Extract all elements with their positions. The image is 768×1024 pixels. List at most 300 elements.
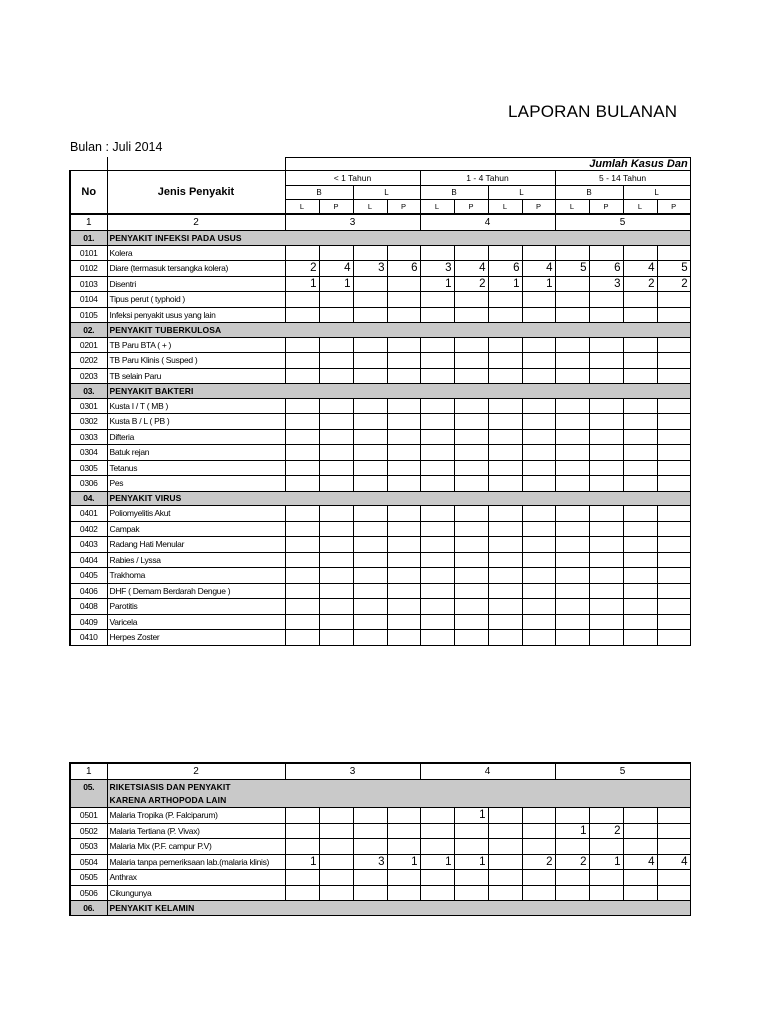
case-count <box>589 808 623 824</box>
disease-code: 0203 <box>70 368 107 384</box>
case-count <box>387 368 420 384</box>
case-count <box>522 599 555 615</box>
case-count <box>353 337 387 353</box>
category-code: 05. <box>70 780 107 794</box>
case-count <box>522 476 555 492</box>
case-count <box>387 398 420 414</box>
disease-code: 0401 <box>70 506 107 522</box>
case-count <box>387 460 420 476</box>
case-count <box>623 808 657 824</box>
case-count <box>319 414 353 430</box>
case-count <box>454 614 488 630</box>
case-count <box>387 292 420 308</box>
case-count <box>589 307 623 323</box>
disease-code: 0409 <box>70 614 107 630</box>
case-count <box>522 823 555 839</box>
case-count: 3 <box>420 261 454 277</box>
case-count <box>488 568 522 584</box>
case-count <box>623 307 657 323</box>
case-count <box>454 537 488 553</box>
category-row <box>70 901 690 916</box>
disease-name: Infeksi penyakit usus yang lain <box>107 307 285 323</box>
case-count: 2 <box>589 823 623 839</box>
case-count: 2 <box>623 276 657 292</box>
case-count <box>319 353 353 369</box>
case-count <box>488 583 522 599</box>
case-count <box>589 445 623 461</box>
case-count <box>454 307 488 323</box>
case-count <box>657 599 690 615</box>
case-count <box>285 460 319 476</box>
disease-name: Kusta B / L ( PB ) <box>107 414 285 430</box>
disease-code: 0408 <box>70 599 107 615</box>
header-l: L <box>353 186 420 200</box>
table-row <box>70 460 690 476</box>
report-period: Bulan : Juli 2014 <box>70 140 163 154</box>
disease-name: TB selain Paru <box>107 368 285 384</box>
case-count <box>657 337 690 353</box>
case-count <box>285 870 319 886</box>
case-count <box>555 276 589 292</box>
case-count <box>657 568 690 584</box>
case-count: 4 <box>454 261 488 277</box>
case-count <box>522 583 555 599</box>
case-count <box>623 292 657 308</box>
case-count <box>353 614 387 630</box>
header-p-short: P <box>319 200 353 215</box>
case-count <box>285 568 319 584</box>
disease-name: Rabies / Lyssa <box>107 552 285 568</box>
case-count <box>387 245 420 261</box>
case-count <box>387 870 420 886</box>
case-count <box>555 460 589 476</box>
case-count <box>454 630 488 646</box>
case-count: 2 <box>555 854 589 870</box>
case-count <box>319 583 353 599</box>
case-count <box>285 614 319 630</box>
disease-name: Tipus perut ( typhoid ) <box>107 292 285 308</box>
header-b: B <box>555 186 623 200</box>
case-count <box>555 537 589 553</box>
header-l-short: L <box>555 200 589 215</box>
case-count <box>522 521 555 537</box>
case-count: 4 <box>623 261 657 277</box>
case-count <box>420 630 454 646</box>
case-count <box>285 808 319 824</box>
disease-name: Radang Hati Menular <box>107 537 285 553</box>
category-name: PENYAKIT VIRUS <box>107 491 690 506</box>
case-count <box>319 521 353 537</box>
case-count: 3 <box>589 276 623 292</box>
disease-name: Malaria Mix (P.F. campur P.V) <box>107 839 285 855</box>
col-number: 5 <box>555 214 690 231</box>
disease-name: Pes <box>107 476 285 492</box>
case-count <box>623 353 657 369</box>
case-count <box>285 245 319 261</box>
case-count <box>589 353 623 369</box>
disease-code: 0404 <box>70 552 107 568</box>
case-count <box>319 552 353 568</box>
case-count <box>420 521 454 537</box>
case-count <box>319 854 353 870</box>
case-count <box>522 245 555 261</box>
case-count: 1 <box>319 276 353 292</box>
header-p-short: P <box>387 200 420 215</box>
category-row <box>70 384 690 399</box>
case-count <box>285 599 319 615</box>
case-count <box>488 307 522 323</box>
case-count <box>319 429 353 445</box>
header-no: No <box>70 171 107 215</box>
case-count <box>522 568 555 584</box>
disease-name: Cikungunya <box>107 885 285 901</box>
disease-code: 0506 <box>70 885 107 901</box>
table-row <box>70 476 690 492</box>
disease-code: 0504 <box>70 854 107 870</box>
case-count <box>657 292 690 308</box>
case-count <box>522 414 555 430</box>
case-count <box>488 870 522 886</box>
case-count: 6 <box>488 261 522 277</box>
case-count <box>285 368 319 384</box>
table-row <box>70 445 690 461</box>
case-count <box>285 823 319 839</box>
case-count <box>555 445 589 461</box>
case-count: 2 <box>454 276 488 292</box>
case-count <box>319 476 353 492</box>
case-count <box>555 292 589 308</box>
case-count <box>522 445 555 461</box>
case-count <box>454 839 488 855</box>
disease-table-2 <box>69 762 691 916</box>
case-count <box>353 885 387 901</box>
case-count <box>589 460 623 476</box>
case-count <box>488 368 522 384</box>
case-count <box>420 368 454 384</box>
case-count <box>353 307 387 323</box>
disease-code: 0302 <box>70 414 107 430</box>
disease-name: Parotitis <box>107 599 285 615</box>
case-count <box>555 414 589 430</box>
case-count <box>454 506 488 522</box>
case-count: 4 <box>657 854 690 870</box>
case-count <box>454 245 488 261</box>
disease-code: 0304 <box>70 445 107 461</box>
case-count <box>387 445 420 461</box>
case-count <box>522 614 555 630</box>
case-count <box>353 630 387 646</box>
case-count: 6 <box>589 261 623 277</box>
case-count <box>589 368 623 384</box>
case-count <box>657 368 690 384</box>
case-count <box>420 414 454 430</box>
case-count <box>522 307 555 323</box>
case-count <box>420 583 454 599</box>
case-count <box>353 870 387 886</box>
case-count <box>589 337 623 353</box>
case-count <box>353 823 387 839</box>
header-age-group: 1 - 4 Tahun <box>420 171 555 186</box>
case-count <box>420 870 454 886</box>
table-row <box>70 414 690 430</box>
case-count <box>454 445 488 461</box>
case-count <box>319 307 353 323</box>
case-count <box>657 839 690 855</box>
case-count <box>353 537 387 553</box>
table-row <box>70 854 690 870</box>
case-count <box>623 870 657 886</box>
disease-name: Herpes Zoster <box>107 630 285 646</box>
case-count <box>555 630 589 646</box>
case-count <box>555 398 589 414</box>
header-b: B <box>285 186 353 200</box>
case-count <box>387 614 420 630</box>
disease-name: Malaria Tropika (P. Falciparum) <box>107 808 285 824</box>
disease-code: 0505 <box>70 870 107 886</box>
disease-code: 0303 <box>70 429 107 445</box>
case-count <box>454 552 488 568</box>
case-count <box>420 245 454 261</box>
case-count <box>555 368 589 384</box>
case-count <box>623 460 657 476</box>
case-count <box>319 808 353 824</box>
case-count <box>488 808 522 824</box>
case-count <box>353 568 387 584</box>
case-count <box>555 808 589 824</box>
case-count <box>353 429 387 445</box>
case-count: 6 <box>387 261 420 277</box>
col-number: 2 <box>107 214 285 231</box>
case-count <box>387 808 420 824</box>
table-row <box>70 276 690 292</box>
case-count: 1 <box>454 808 488 824</box>
disease-code: 0104 <box>70 292 107 308</box>
case-count <box>623 583 657 599</box>
disease-code: 0410 <box>70 630 107 646</box>
table-row <box>70 398 690 414</box>
case-count <box>420 823 454 839</box>
case-count <box>657 552 690 568</box>
case-count: 1 <box>454 854 488 870</box>
case-count <box>454 368 488 384</box>
case-count <box>589 537 623 553</box>
table-row <box>70 552 690 568</box>
case-count <box>319 292 353 308</box>
col-number: 1 <box>70 214 107 231</box>
header-l: L <box>623 186 690 200</box>
header-l-short: L <box>285 200 319 215</box>
case-count <box>285 521 319 537</box>
header-age-group: 5 - 14 Tahun <box>555 171 690 186</box>
case-count <box>522 808 555 824</box>
case-count <box>555 599 589 615</box>
case-count <box>454 460 488 476</box>
case-count <box>589 245 623 261</box>
case-count <box>657 506 690 522</box>
table-row <box>70 614 690 630</box>
case-count <box>387 630 420 646</box>
case-count <box>657 808 690 824</box>
disease-code: 0503 <box>70 839 107 855</box>
case-count <box>420 292 454 308</box>
case-count <box>319 460 353 476</box>
case-count <box>454 337 488 353</box>
case-count <box>657 870 690 886</box>
case-count <box>285 537 319 553</box>
category-row <box>70 231 690 246</box>
header-p-short: P <box>657 200 690 215</box>
case-count <box>522 337 555 353</box>
case-count <box>353 353 387 369</box>
case-count <box>319 368 353 384</box>
table-row <box>70 506 690 522</box>
case-count <box>522 429 555 445</box>
case-count <box>555 885 589 901</box>
table-row <box>70 521 690 537</box>
disease-code: 0103 <box>70 276 107 292</box>
case-count <box>522 368 555 384</box>
disease-name: Trakhoma <box>107 568 285 584</box>
case-count <box>488 398 522 414</box>
case-count <box>657 614 690 630</box>
case-count <box>353 368 387 384</box>
case-count <box>522 839 555 855</box>
case-count <box>555 506 589 522</box>
case-count <box>589 630 623 646</box>
case-count <box>454 885 488 901</box>
header-l-short: L <box>353 200 387 215</box>
case-count <box>387 476 420 492</box>
case-count <box>589 839 623 855</box>
case-count <box>488 337 522 353</box>
category-row <box>70 323 690 338</box>
case-count <box>657 630 690 646</box>
case-count <box>319 885 353 901</box>
category-name: PENYAKIT TUBERKULOSA <box>107 323 690 338</box>
case-count <box>623 245 657 261</box>
case-count <box>623 614 657 630</box>
table-row <box>70 823 690 839</box>
case-count <box>623 630 657 646</box>
case-count <box>454 583 488 599</box>
case-count <box>387 885 420 901</box>
case-count <box>420 552 454 568</box>
case-count <box>657 398 690 414</box>
case-count <box>420 307 454 323</box>
case-count <box>420 353 454 369</box>
case-count <box>623 398 657 414</box>
header-p-short: P <box>522 200 555 215</box>
case-count <box>555 552 589 568</box>
case-count <box>657 460 690 476</box>
case-count <box>589 885 623 901</box>
report-title: LAPORAN BULANAN <box>508 102 678 121</box>
case-count <box>657 823 690 839</box>
case-count <box>285 583 319 599</box>
case-count <box>589 599 623 615</box>
case-count <box>285 307 319 323</box>
case-count <box>589 476 623 492</box>
case-count <box>387 552 420 568</box>
case-count <box>353 292 387 308</box>
case-count <box>319 614 353 630</box>
case-count <box>420 808 454 824</box>
case-count <box>589 506 623 522</box>
case-count <box>285 337 319 353</box>
case-count <box>488 414 522 430</box>
case-count <box>522 885 555 901</box>
case-count <box>285 429 319 445</box>
disease-code: 0102 <box>70 261 107 277</box>
header-p-short: P <box>454 200 488 215</box>
case-count <box>420 429 454 445</box>
disease-name: Kolera <box>107 245 285 261</box>
case-count <box>488 521 522 537</box>
case-count <box>657 414 690 430</box>
table-row <box>70 429 690 445</box>
case-count <box>623 568 657 584</box>
case-count <box>454 353 488 369</box>
case-count <box>454 292 488 308</box>
case-count <box>387 276 420 292</box>
case-count: 3 <box>353 261 387 277</box>
case-count <box>420 885 454 901</box>
case-count <box>387 353 420 369</box>
case-count <box>319 630 353 646</box>
header-l: L <box>488 186 555 200</box>
header-jenis: Jenis Penyakit <box>107 171 285 215</box>
disease-code: 0403 <box>70 537 107 553</box>
category-code: 03. <box>70 384 107 399</box>
case-count <box>488 854 522 870</box>
disease-name: Poliomyelitis Akut <box>107 506 285 522</box>
case-count <box>319 870 353 886</box>
case-count <box>420 537 454 553</box>
case-count: 5 <box>657 261 690 277</box>
case-count <box>623 445 657 461</box>
case-count <box>623 414 657 430</box>
case-count: 4 <box>623 854 657 870</box>
case-count <box>555 337 589 353</box>
header-l-short: L <box>488 200 522 215</box>
case-count <box>488 630 522 646</box>
case-count: 1 <box>420 854 454 870</box>
disease-code: 0306 <box>70 476 107 492</box>
case-count <box>657 476 690 492</box>
case-count <box>420 337 454 353</box>
table-row <box>70 885 690 901</box>
case-count <box>454 870 488 886</box>
disease-code: 0405 <box>70 568 107 584</box>
case-count <box>319 398 353 414</box>
case-count <box>353 414 387 430</box>
case-count: 1 <box>522 276 555 292</box>
case-count <box>387 429 420 445</box>
case-count <box>285 414 319 430</box>
table-row <box>70 307 690 323</box>
case-count <box>623 506 657 522</box>
case-count <box>353 839 387 855</box>
case-count <box>387 521 420 537</box>
case-count <box>285 885 319 901</box>
case-count <box>657 445 690 461</box>
disease-name: Tetanus <box>107 460 285 476</box>
case-count <box>285 445 319 461</box>
case-count <box>488 506 522 522</box>
case-count <box>555 839 589 855</box>
col-number: 1 <box>70 763 107 780</box>
case-count <box>555 245 589 261</box>
